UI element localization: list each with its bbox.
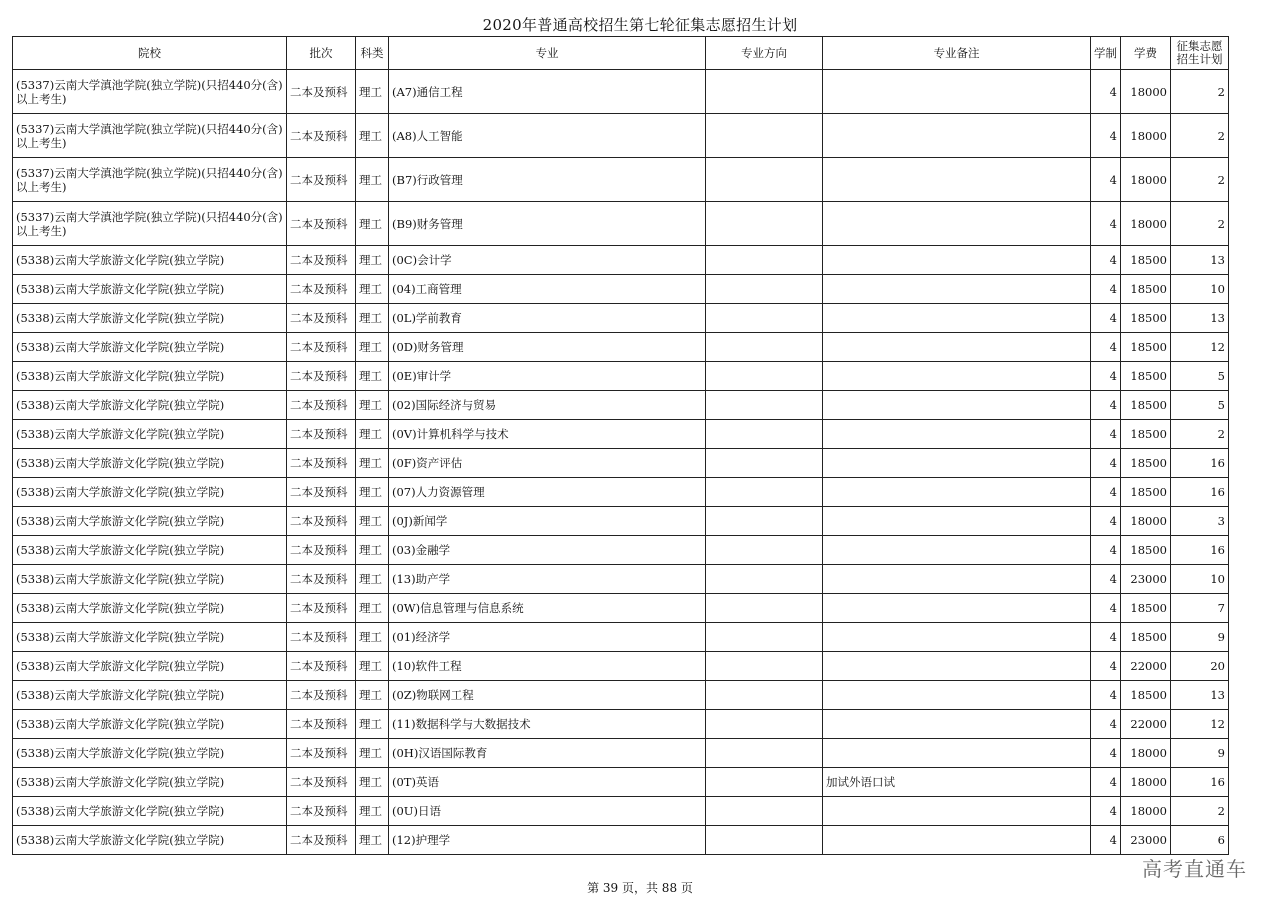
- cell-batch: 二本及预科: [287, 536, 356, 565]
- cell-major: (11)数据科学与大数据技术: [389, 710, 706, 739]
- cell-remark: [823, 304, 1091, 333]
- cell-tuition: 18500: [1121, 681, 1171, 710]
- table-row: [13, 449, 1229, 478]
- cell-duration: 4: [1091, 797, 1121, 826]
- cell-duration: 4: [1091, 768, 1121, 797]
- cell-remark: [823, 565, 1091, 594]
- cell-remark: [823, 391, 1091, 420]
- header-major: 专业: [389, 37, 706, 70]
- cell-batch: 二本及预科: [287, 114, 356, 158]
- cell-tuition: 18000: [1121, 114, 1171, 158]
- cell-duration: 4: [1091, 681, 1121, 710]
- cell-category: 理工: [356, 275, 389, 304]
- table-row: [13, 304, 1229, 333]
- cell-batch: 二本及预科: [287, 797, 356, 826]
- cell-category: 理工: [356, 70, 389, 114]
- cell-major: (01)经济学: [389, 623, 706, 652]
- cell-plan: 16: [1171, 478, 1229, 507]
- cell-remark: [823, 158, 1091, 202]
- cell-major: (03)金融学: [389, 536, 706, 565]
- cell-duration: 4: [1091, 449, 1121, 478]
- cell-batch: 二本及预科: [287, 333, 356, 362]
- cell-major: (0U)日语: [389, 797, 706, 826]
- cell-remark: [823, 333, 1091, 362]
- cell-plan: 5: [1171, 362, 1229, 391]
- cell-batch: 二本及预科: [287, 594, 356, 623]
- table-header-row: [13, 37, 1229, 70]
- cell-category: 理工: [356, 449, 389, 478]
- cell-school: (5338)云南大学旅游文化学院(独立学院): [13, 536, 287, 565]
- cell-category: 理工: [356, 507, 389, 536]
- cell-tuition: 18500: [1121, 304, 1171, 333]
- cell-batch: 二本及预科: [287, 420, 356, 449]
- cell-tuition: 18000: [1121, 202, 1171, 246]
- cell-school: (5338)云南大学旅游文化学院(独立学院): [13, 681, 287, 710]
- cell-school: (5338)云南大学旅游文化学院(独立学院): [13, 246, 287, 275]
- cell-school: (5338)云南大学旅游文化学院(独立学院): [13, 333, 287, 362]
- cell-batch: 二本及预科: [287, 478, 356, 507]
- cell-direction: [706, 246, 823, 275]
- cell-remark: [823, 797, 1091, 826]
- cell-direction: [706, 420, 823, 449]
- cell-plan: 7: [1171, 594, 1229, 623]
- table-row: [13, 333, 1229, 362]
- cell-school: (5338)云南大学旅游文化学院(独立学院): [13, 623, 287, 652]
- cell-plan: 13: [1171, 246, 1229, 275]
- cell-direction: [706, 333, 823, 362]
- cell-major: (A8)人工智能: [389, 114, 706, 158]
- cell-major: (10)软件工程: [389, 652, 706, 681]
- table-body: [13, 70, 1229, 855]
- cell-direction: [706, 623, 823, 652]
- cell-remark: [823, 449, 1091, 478]
- cell-remark: [823, 623, 1091, 652]
- cell-batch: 二本及预科: [287, 565, 356, 594]
- cell-direction: [706, 362, 823, 391]
- cell-direction: [706, 594, 823, 623]
- cell-remark: [823, 246, 1091, 275]
- cell-duration: 4: [1091, 246, 1121, 275]
- cell-remark: [823, 652, 1091, 681]
- cell-major: (0E)审计学: [389, 362, 706, 391]
- cell-duration: 4: [1091, 710, 1121, 739]
- cell-plan: 2: [1171, 420, 1229, 449]
- cell-plan: 2: [1171, 797, 1229, 826]
- cell-plan: 9: [1171, 739, 1229, 768]
- table-row: [13, 797, 1229, 826]
- table-row: [13, 275, 1229, 304]
- table-row: [13, 681, 1229, 710]
- cell-remark: [823, 202, 1091, 246]
- header-remark: 专业备注: [823, 37, 1091, 70]
- page-number: 第 39 页，共 88 页: [587, 881, 693, 895]
- cell-school: (5338)云南大学旅游文化学院(独立学院): [13, 449, 287, 478]
- cell-major: (0L)学前教育: [389, 304, 706, 333]
- document-title: 2020年普通高校招生第七轮征集志愿招生计划: [482, 16, 798, 34]
- table-row: [13, 202, 1229, 246]
- cell-plan: 12: [1171, 710, 1229, 739]
- cell-tuition: 18500: [1121, 623, 1171, 652]
- cell-school: (5338)云南大学旅游文化学院(独立学院): [13, 565, 287, 594]
- cell-remark: [823, 594, 1091, 623]
- table-row: [13, 652, 1229, 681]
- table-row: [13, 623, 1229, 652]
- cell-category: 理工: [356, 797, 389, 826]
- cell-category: 理工: [356, 594, 389, 623]
- cell-batch: 二本及预科: [287, 739, 356, 768]
- header-plan: 征集志愿招生计划: [1171, 37, 1229, 70]
- cell-category: 理工: [356, 536, 389, 565]
- cell-remark: [823, 275, 1091, 304]
- cell-major: (02)国际经济与贸易: [389, 391, 706, 420]
- cell-plan: 10: [1171, 275, 1229, 304]
- cell-duration: 4: [1091, 114, 1121, 158]
- cell-plan: 6: [1171, 826, 1229, 855]
- table-row: [13, 507, 1229, 536]
- cell-school: (5337)云南大学滇池学院(独立学院)(只招440分(含)以上考生): [13, 114, 287, 158]
- cell-direction: [706, 391, 823, 420]
- cell-batch: 二本及预科: [287, 304, 356, 333]
- cell-plan: 13: [1171, 304, 1229, 333]
- cell-tuition: 18500: [1121, 449, 1171, 478]
- header-batch: 批次: [287, 37, 356, 70]
- cell-plan: 13: [1171, 681, 1229, 710]
- header-direction: 专业方向: [706, 37, 823, 70]
- cell-plan: 2: [1171, 114, 1229, 158]
- cell-category: 理工: [356, 565, 389, 594]
- cell-duration: 4: [1091, 478, 1121, 507]
- cell-plan: 20: [1171, 652, 1229, 681]
- cell-school: (5338)云南大学旅游文化学院(独立学院): [13, 304, 287, 333]
- cell-direction: [706, 70, 823, 114]
- cell-major: (0V)计算机科学与技术: [389, 420, 706, 449]
- cell-batch: 二本及预科: [287, 768, 356, 797]
- cell-remark: [823, 362, 1091, 391]
- cell-major: (0F)资产评估: [389, 449, 706, 478]
- cell-duration: 4: [1091, 391, 1121, 420]
- table-row: [13, 362, 1229, 391]
- cell-plan: 2: [1171, 202, 1229, 246]
- cell-tuition: 18500: [1121, 362, 1171, 391]
- table-row: [13, 114, 1229, 158]
- cell-category: 理工: [356, 114, 389, 158]
- cell-tuition: 18500: [1121, 478, 1171, 507]
- cell-school: (5338)云南大学旅游文化学院(独立学院): [13, 420, 287, 449]
- cell-major: (B9)财务管理: [389, 202, 706, 246]
- cell-remark: [823, 739, 1091, 768]
- cell-duration: 4: [1091, 275, 1121, 304]
- cell-plan: 2: [1171, 70, 1229, 114]
- cell-remark: 加试外语口试: [823, 768, 1091, 797]
- cell-duration: 4: [1091, 826, 1121, 855]
- cell-direction: [706, 681, 823, 710]
- cell-plan: 2: [1171, 158, 1229, 202]
- cell-tuition: 22000: [1121, 710, 1171, 739]
- cell-duration: 4: [1091, 594, 1121, 623]
- cell-direction: [706, 158, 823, 202]
- cell-tuition: 18500: [1121, 420, 1171, 449]
- cell-school: (5338)云南大学旅游文化学院(独立学院): [13, 275, 287, 304]
- cell-school: (5338)云南大学旅游文化学院(独立学院): [13, 797, 287, 826]
- cell-school: (5338)云南大学旅游文化学院(独立学院): [13, 710, 287, 739]
- table-row: [13, 420, 1229, 449]
- cell-category: 理工: [356, 652, 389, 681]
- cell-batch: 二本及预科: [287, 507, 356, 536]
- cell-duration: 4: [1091, 536, 1121, 565]
- cell-duration: 4: [1091, 70, 1121, 114]
- cell-category: 理工: [356, 681, 389, 710]
- cell-batch: 二本及预科: [287, 681, 356, 710]
- cell-duration: 4: [1091, 362, 1121, 391]
- cell-plan: 3: [1171, 507, 1229, 536]
- cell-batch: 二本及预科: [287, 246, 356, 275]
- cell-school: (5338)云南大学旅游文化学院(独立学院): [13, 826, 287, 855]
- cell-tuition: 22000: [1121, 652, 1171, 681]
- cell-batch: 二本及预科: [287, 275, 356, 304]
- cell-duration: 4: [1091, 420, 1121, 449]
- cell-plan: 9: [1171, 623, 1229, 652]
- cell-remark: [823, 681, 1091, 710]
- cell-remark: [823, 536, 1091, 565]
- cell-direction: [706, 768, 823, 797]
- cell-direction: [706, 507, 823, 536]
- header-tuition: 学费: [1121, 37, 1171, 70]
- cell-major: (13)助产学: [389, 565, 706, 594]
- table-row: [13, 158, 1229, 202]
- watermark-logo: 高考直通车: [1142, 857, 1247, 881]
- cell-direction: [706, 449, 823, 478]
- cell-duration: 4: [1091, 739, 1121, 768]
- cell-remark: [823, 478, 1091, 507]
- cell-direction: [706, 275, 823, 304]
- cell-school: (5338)云南大学旅游文化学院(独立学院): [13, 391, 287, 420]
- table-row: [13, 246, 1229, 275]
- cell-school: (5337)云南大学滇池学院(独立学院)(只招440分(含)以上考生): [13, 158, 287, 202]
- cell-direction: [706, 652, 823, 681]
- table-row: [13, 536, 1229, 565]
- enrollment-plan-table: [12, 36, 1229, 855]
- cell-tuition: 23000: [1121, 565, 1171, 594]
- cell-category: 理工: [356, 710, 389, 739]
- cell-remark: [823, 70, 1091, 114]
- table-row: [13, 478, 1229, 507]
- cell-direction: [706, 536, 823, 565]
- cell-tuition: 18000: [1121, 768, 1171, 797]
- cell-batch: 二本及预科: [287, 652, 356, 681]
- cell-plan: 10: [1171, 565, 1229, 594]
- table-row: [13, 391, 1229, 420]
- cell-plan: 16: [1171, 768, 1229, 797]
- cell-tuition: 18000: [1121, 70, 1171, 114]
- cell-batch: 二本及预科: [287, 391, 356, 420]
- cell-category: 理工: [356, 246, 389, 275]
- cell-direction: [706, 739, 823, 768]
- cell-plan: 16: [1171, 536, 1229, 565]
- cell-school: (5338)云南大学旅游文化学院(独立学院): [13, 739, 287, 768]
- cell-duration: 4: [1091, 565, 1121, 594]
- cell-direction: [706, 478, 823, 507]
- cell-remark: [823, 710, 1091, 739]
- table-row: [13, 565, 1229, 594]
- cell-school: (5338)云南大学旅游文化学院(独立学院): [13, 594, 287, 623]
- cell-batch: 二本及预科: [287, 202, 356, 246]
- cell-category: 理工: [356, 158, 389, 202]
- cell-tuition: 18500: [1121, 246, 1171, 275]
- cell-tuition: 18500: [1121, 594, 1171, 623]
- cell-remark: [823, 420, 1091, 449]
- table-row: [13, 594, 1229, 623]
- cell-tuition: 18000: [1121, 739, 1171, 768]
- cell-batch: 二本及预科: [287, 362, 356, 391]
- cell-duration: 4: [1091, 158, 1121, 202]
- cell-duration: 4: [1091, 652, 1121, 681]
- cell-tuition: 18500: [1121, 391, 1171, 420]
- cell-duration: 4: [1091, 507, 1121, 536]
- cell-major: (0W)信息管理与信息系统: [389, 594, 706, 623]
- cell-category: 理工: [356, 362, 389, 391]
- cell-duration: 4: [1091, 202, 1121, 246]
- cell-major: (07)人力资源管理: [389, 478, 706, 507]
- cell-tuition: 18500: [1121, 275, 1171, 304]
- cell-category: 理工: [356, 391, 389, 420]
- cell-batch: 二本及预科: [287, 158, 356, 202]
- cell-major: (A7)通信工程: [389, 70, 706, 114]
- cell-direction: [706, 826, 823, 855]
- cell-batch: 二本及预科: [287, 623, 356, 652]
- header-duration: 学制: [1091, 37, 1121, 70]
- cell-batch: 二本及预科: [287, 826, 356, 855]
- cell-tuition: 23000: [1121, 826, 1171, 855]
- cell-duration: 4: [1091, 304, 1121, 333]
- cell-direction: [706, 710, 823, 739]
- cell-tuition: 18500: [1121, 536, 1171, 565]
- cell-tuition: 18500: [1121, 333, 1171, 362]
- cell-major: (0H)汉语国际教育: [389, 739, 706, 768]
- cell-school: (5337)云南大学滇池学院(独立学院)(只招440分(含)以上考生): [13, 202, 287, 246]
- cell-major: (12)护理学: [389, 826, 706, 855]
- cell-direction: [706, 202, 823, 246]
- cell-direction: [706, 304, 823, 333]
- cell-school: (5338)云南大学旅游文化学院(独立学院): [13, 478, 287, 507]
- table-row: [13, 739, 1229, 768]
- cell-major: (0C)会计学: [389, 246, 706, 275]
- cell-major: (04)工商管理: [389, 275, 706, 304]
- cell-major: (B7)行政管理: [389, 158, 706, 202]
- table-row: [13, 70, 1229, 114]
- cell-category: 理工: [356, 304, 389, 333]
- cell-major: (0J)新闻学: [389, 507, 706, 536]
- cell-category: 理工: [356, 826, 389, 855]
- cell-category: 理工: [356, 478, 389, 507]
- cell-tuition: 18000: [1121, 507, 1171, 536]
- cell-category: 理工: [356, 420, 389, 449]
- header-school: 院校: [13, 37, 287, 70]
- table-row: [13, 710, 1229, 739]
- cell-remark: [823, 826, 1091, 855]
- cell-school: (5338)云南大学旅游文化学院(独立学院): [13, 768, 287, 797]
- cell-category: 理工: [356, 739, 389, 768]
- cell-school: (5338)云南大学旅游文化学院(独立学院): [13, 362, 287, 391]
- cell-category: 理工: [356, 333, 389, 362]
- cell-category: 理工: [356, 623, 389, 652]
- cell-school: (5337)云南大学滇池学院(独立学院)(只招440分(含)以上考生): [13, 70, 287, 114]
- cell-tuition: 18000: [1121, 158, 1171, 202]
- cell-batch: 二本及预科: [287, 70, 356, 114]
- cell-duration: 4: [1091, 623, 1121, 652]
- cell-school: (5338)云南大学旅游文化学院(独立学院): [13, 507, 287, 536]
- cell-major: (0T)英语: [389, 768, 706, 797]
- cell-batch: 二本及预科: [287, 449, 356, 478]
- cell-school: (5338)云南大学旅游文化学院(独立学院): [13, 652, 287, 681]
- cell-category: 理工: [356, 768, 389, 797]
- cell-major: (0Z)物联网工程: [389, 681, 706, 710]
- cell-direction: [706, 797, 823, 826]
- cell-duration: 4: [1091, 333, 1121, 362]
- table-row: [13, 768, 1229, 797]
- cell-plan: 5: [1171, 391, 1229, 420]
- cell-tuition: 18000: [1121, 797, 1171, 826]
- cell-plan: 16: [1171, 449, 1229, 478]
- table-row: [13, 826, 1229, 855]
- cell-direction: [706, 114, 823, 158]
- cell-category: 理工: [356, 202, 389, 246]
- cell-direction: [706, 565, 823, 594]
- cell-plan: 12: [1171, 333, 1229, 362]
- header-category: 科类: [356, 37, 389, 70]
- cell-remark: [823, 114, 1091, 158]
- cell-remark: [823, 507, 1091, 536]
- cell-batch: 二本及预科: [287, 710, 356, 739]
- cell-major: (0D)财务管理: [389, 333, 706, 362]
